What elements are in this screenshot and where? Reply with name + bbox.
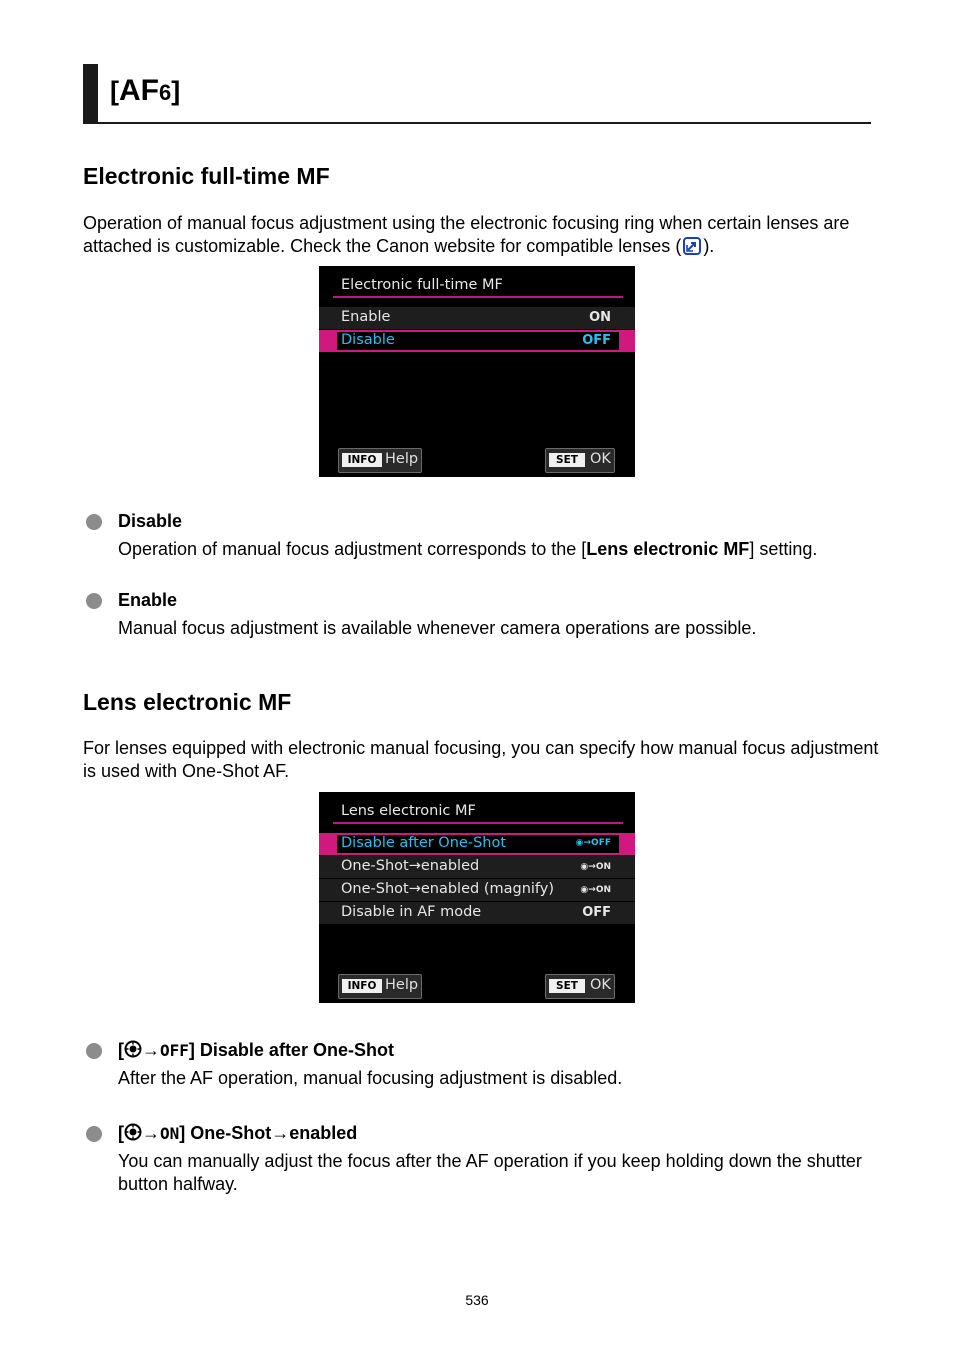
bullet-icon	[86, 1126, 102, 1142]
menu-row-value: OFF	[582, 333, 611, 348]
item-title-disable: Disable	[118, 511, 183, 531]
help-caption: Help	[385, 451, 419, 467]
focus-ring-icon	[124, 1123, 142, 1146]
screen-title: Lens electronic MF	[341, 803, 476, 819]
bullet-icon	[86, 593, 102, 609]
icon-value-on: ON	[160, 1124, 180, 1143]
screen-title-rule	[333, 822, 623, 824]
bullet-icon	[86, 1043, 102, 1059]
section1-paragraph-text: Operation of manual focus adjustment using the electronic focusing ring when certain lenses are attached is customizable. Check the Canon website for compatible lenses (	[83, 213, 850, 256]
item-desc-one-shot-enabled: You can manually adjust the focus after the AF operation if you keep holding down the shutter button halfway.	[118, 1151, 862, 1194]
title-bracket-close: ]	[171, 76, 181, 106]
section-heading-electronic-full-time-mf: Electronic full-time MF	[83, 163, 330, 189]
section1-paragraph	[83, 212, 883, 258]
focus-to-on-icon: ◉→ON	[580, 862, 611, 872]
page-number: 536	[465, 1292, 489, 1308]
menu-row-disable-in-af-mode[interactable]	[319, 902, 635, 924]
set-ok-button[interactable]	[545, 974, 615, 999]
screen-title-rule	[333, 296, 623, 298]
bullet-icon	[86, 514, 102, 530]
menu-row-label: Disable	[341, 332, 395, 348]
menu-row-value: ON	[595, 862, 611, 872]
ok-caption: OK	[590, 977, 611, 993]
item-desc-disable	[118, 538, 878, 561]
item-desc-disable-after-one-shot: After the AF operation, manual focusing adjustment is disabled.	[118, 1068, 623, 1088]
desc-bold: Lens electronic MF	[586, 539, 750, 559]
focus-to-off-icon: ◉→OFF	[575, 838, 611, 848]
set-key: SET	[549, 453, 585, 467]
title-af-label: AF	[119, 74, 159, 107]
focus-to-on-magnify-icon: ◉→ON	[580, 885, 611, 895]
header-bar	[83, 64, 98, 122]
screen-title: Electronic full-time MF	[341, 277, 503, 293]
set-key: SET	[549, 979, 585, 993]
selection-cap-right	[619, 332, 635, 350]
camera-screen-electronic-full-time-mf	[319, 266, 635, 477]
item-title-enable: Enable	[118, 590, 178, 610]
selection-cap-left	[319, 835, 337, 853]
menu-row-value: OFF	[591, 838, 611, 848]
info-key: INFO	[342, 453, 382, 467]
menu-row-value: ON	[589, 310, 611, 325]
section1-paragraph-end: ).	[703, 236, 715, 256]
help-caption: Help	[385, 977, 419, 993]
header-rule	[83, 122, 871, 124]
menu-row-disable[interactable]	[319, 330, 635, 352]
menu-row-label: One-Shot→enabled	[341, 858, 480, 874]
set-ok-button[interactable]	[545, 448, 615, 473]
ok-caption: OK	[590, 451, 611, 467]
menu-row-one-shot-enabled[interactable]	[319, 856, 635, 878]
desc-pre: Operation of manual focus adjustment corresponds to the [	[118, 539, 587, 559]
focus-ring-icon	[124, 1040, 142, 1063]
title-bracket-open: [	[110, 76, 119, 106]
menu-row-label: Disable in AF mode	[341, 904, 482, 920]
section-heading-lens-electronic-mf: Lens electronic MF	[83, 689, 292, 715]
section2-paragraph: For lenses equipped with electronic manual focusing, you can specify how manual focus adjustment is used with One-Shot AF.	[83, 738, 879, 781]
item-title-text: Disable after One-Shot	[199, 1040, 394, 1060]
menu-row-label: Disable after One-Shot	[341, 835, 507, 851]
menu-row-value: OFF	[582, 905, 611, 920]
menu-row-one-shot-enabled-magnify[interactable]	[319, 879, 635, 901]
selection-cap-left	[319, 332, 337, 350]
page-title	[110, 74, 180, 108]
menu-row-disable-after-one-shot[interactable]	[319, 833, 635, 855]
selection-cap-right	[619, 835, 635, 853]
info-key: INFO	[342, 979, 382, 993]
info-help-button[interactable]	[338, 448, 422, 473]
external-link-icon[interactable]	[683, 237, 701, 255]
desc-post: ] setting.	[749, 539, 818, 559]
menu-row-label: Enable	[341, 309, 391, 325]
menu-row-enable[interactable]	[319, 307, 635, 329]
menu-row-label: One-Shot→enabled (magnify)	[341, 881, 554, 897]
item-title-disable-after-one-shot: [ →OFF] Disable after One-Shot	[118, 1040, 394, 1063]
item-title-one-shot-enabled: [ →ON] One-Shot→enabled	[118, 1123, 357, 1146]
camera-screen-lens-electronic-mf	[319, 792, 635, 1003]
item-desc-enable: Manual focus adjustment is available whenever camera operations are possible.	[118, 618, 757, 638]
icon-value-off: OFF	[160, 1041, 189, 1060]
item-title-text: One-Shot→enabled	[190, 1123, 358, 1143]
info-help-button[interactable]	[338, 974, 422, 999]
title-af-number: 6	[159, 80, 172, 105]
menu-row-value: ON	[595, 885, 611, 895]
